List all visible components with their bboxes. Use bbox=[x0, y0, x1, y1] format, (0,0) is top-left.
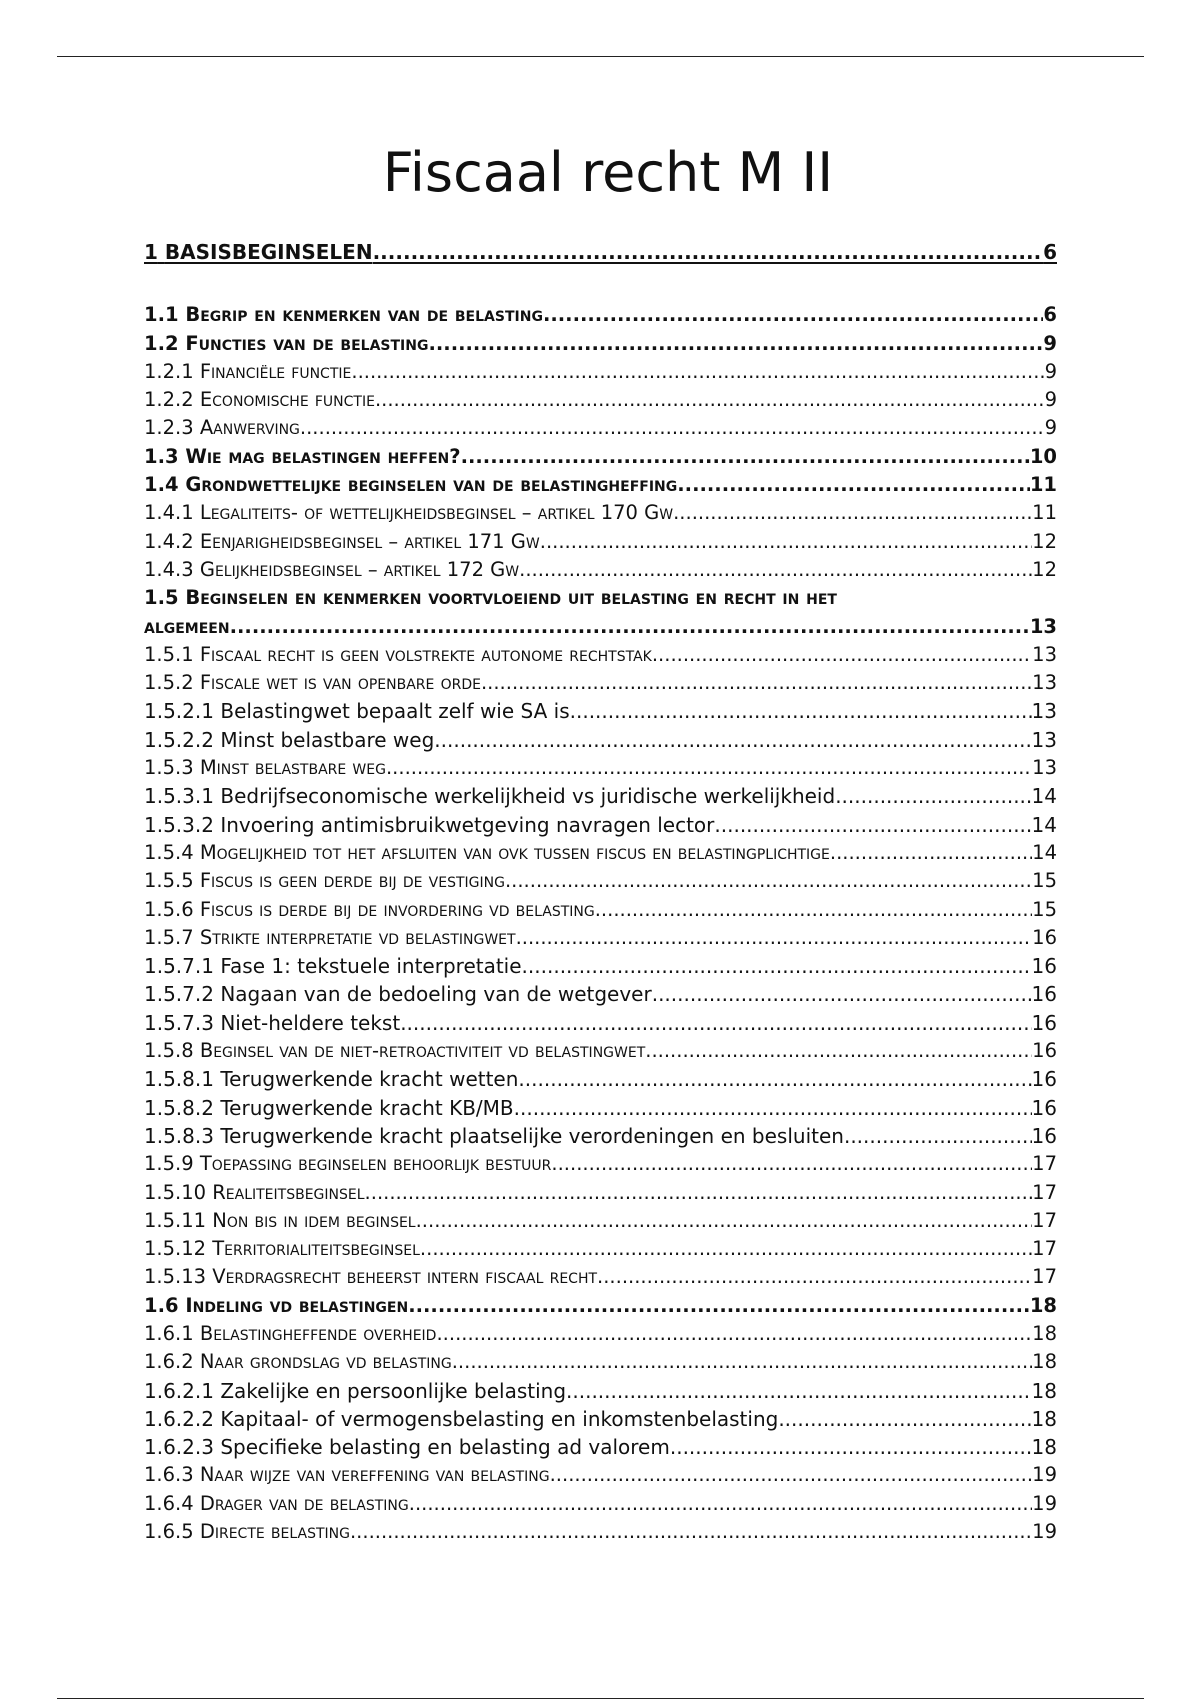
toc-text: Naar grondslag vd belasting bbox=[199, 1350, 452, 1374]
toc-leader bbox=[714, 813, 1031, 837]
toc-leader bbox=[595, 898, 1032, 921]
toc-leader bbox=[652, 643, 1032, 666]
toc-text: Belastingheffende overheid bbox=[199, 1321, 437, 1345]
toc-text: Strikte interpretatie vd belastingwet bbox=[199, 925, 516, 949]
toc-number: 1.4.3 bbox=[144, 557, 194, 581]
toc-page: 16 bbox=[1031, 1010, 1057, 1035]
toc-leader bbox=[514, 1096, 1032, 1120]
toc-page: 14 bbox=[1031, 784, 1057, 809]
toc-entry[interactable] bbox=[144, 841, 1057, 869]
toc-number: 1.5.6 bbox=[144, 897, 194, 921]
toc-number: 1.5.8 bbox=[144, 1039, 194, 1063]
toc-page: 17 bbox=[1032, 1265, 1057, 1289]
toc-entry[interactable] bbox=[144, 530, 1057, 558]
toc-number: 1.2 bbox=[144, 331, 179, 355]
toc-spacer bbox=[144, 268, 1057, 303]
toc-number: 1.5.2 bbox=[144, 671, 194, 695]
toc-text: Wie mag belastingen heffen? bbox=[185, 444, 461, 468]
toc-entry[interactable] bbox=[144, 473, 1057, 501]
toc-entry[interactable] bbox=[144, 1492, 1057, 1520]
toc-entry[interactable] bbox=[144, 643, 1057, 671]
toc-page: 9 bbox=[1044, 416, 1057, 440]
toc-entry[interactable] bbox=[144, 1350, 1057, 1378]
toc-number: 1 bbox=[144, 240, 158, 264]
toc-text: Realiteitsbeginsel bbox=[212, 1180, 365, 1204]
toc-leader bbox=[408, 1294, 1030, 1317]
toc-entry-continuation[interactable] bbox=[144, 615, 1057, 643]
toc-text: Non bis in idem beginsel bbox=[212, 1208, 416, 1232]
toc-text: Begrip en kenmerken van de belasting bbox=[185, 303, 543, 327]
toc-page: 13 bbox=[1032, 642, 1057, 666]
toc-number: 1.5.9 bbox=[144, 1152, 194, 1176]
toc-leader bbox=[428, 332, 1043, 355]
toc-leader bbox=[830, 841, 1032, 864]
toc-entry[interactable] bbox=[144, 926, 1057, 954]
toc-number: 1.5.7.3 bbox=[144, 1010, 214, 1035]
toc-text: Legaliteits- of wettelijkheidsbeginsel – artikel 170 Gw bbox=[199, 501, 674, 525]
toc-number: 1.6.1 bbox=[144, 1321, 194, 1345]
toc-entry[interactable] bbox=[144, 1209, 1057, 1237]
toc-entry[interactable] bbox=[144, 1237, 1057, 1265]
toc-text: Niet-heldere tekst bbox=[220, 1010, 401, 1035]
toc-number: 1.6.2.1 bbox=[144, 1378, 214, 1403]
toc-entry[interactable] bbox=[144, 586, 1057, 614]
toc-number: 1.5.13 bbox=[144, 1265, 207, 1289]
toc-page: 19 bbox=[1032, 1520, 1057, 1544]
toc-text: Fiscale wet is van openbare orde bbox=[199, 671, 481, 695]
toc-page: 13 bbox=[1029, 614, 1057, 638]
toc-leader bbox=[570, 699, 1032, 723]
toc-page: 6 bbox=[1043, 303, 1057, 327]
toc-text: Invoering antimisbruikwetgeving navragen lector bbox=[220, 812, 715, 837]
toc-page: 11 bbox=[1032, 501, 1057, 525]
toc-page: 12 bbox=[1032, 557, 1057, 581]
toc-text: Directe belasting bbox=[199, 1520, 350, 1544]
toc-number: 1.6.5 bbox=[144, 1520, 194, 1544]
toc-entry[interactable] bbox=[144, 728, 1057, 756]
toc-text: Specifieke belasting en belasting ad valorem bbox=[220, 1435, 670, 1460]
toc-entry[interactable] bbox=[144, 813, 1057, 841]
toc-entry[interactable] bbox=[144, 1181, 1057, 1209]
toc-entry[interactable] bbox=[144, 332, 1057, 360]
toc-number: 1.5.7 bbox=[144, 925, 194, 949]
toc-number: 1.5.1 bbox=[144, 642, 194, 666]
toc-text: Eenjarigheidsbeginsel – artikel 171 Gw bbox=[199, 529, 540, 553]
toc-leader bbox=[518, 1067, 1031, 1091]
toc-text: Minst belastbare weg bbox=[199, 756, 386, 780]
toc-entry-chapter[interactable] bbox=[144, 240, 1057, 268]
toc-text: Fiscaal recht is geen volstrekte autonome rechtstak bbox=[199, 642, 652, 666]
toc-entry[interactable] bbox=[144, 756, 1057, 784]
toc-leader bbox=[436, 1322, 1032, 1345]
toc-leader bbox=[461, 445, 1030, 468]
toc-entry[interactable] bbox=[144, 416, 1057, 444]
toc-text: Drager van de belasting bbox=[199, 1491, 409, 1515]
toc-page: 6 bbox=[1043, 240, 1057, 264]
toc-text: Grondwettelijke beginselen van de belastingheffing bbox=[185, 473, 678, 497]
toc-leader bbox=[400, 1011, 1031, 1035]
toc-number: 1.6.4 bbox=[144, 1491, 194, 1515]
toc-text: Gelijkheidsbeginsel – artikel 172 Gw bbox=[199, 557, 520, 581]
document-title: Fiscaal recht M II bbox=[382, 141, 834, 204]
toc-page: 13 bbox=[1032, 671, 1057, 695]
toc-leader bbox=[505, 869, 1032, 892]
toc-page: 17 bbox=[1032, 1152, 1057, 1176]
toc-leader bbox=[373, 240, 1044, 264]
toc-page: 16 bbox=[1031, 954, 1057, 979]
toc-entry[interactable] bbox=[144, 1096, 1057, 1124]
toc-text: Bedrijfseconomische werkelijkheid vs juridische werkelijkheid bbox=[220, 784, 836, 809]
toc-number: 1.6.2.3 bbox=[144, 1435, 214, 1460]
toc-text: Belastingwet bepaalt zelf wie SA is bbox=[220, 699, 570, 724]
toc-entry[interactable] bbox=[144, 501, 1057, 529]
toc-entry[interactable] bbox=[144, 1407, 1057, 1435]
toc-number: 1.6.3 bbox=[144, 1463, 194, 1487]
toc-text: Functies van de belasting bbox=[185, 331, 429, 355]
toc-page: 18 bbox=[1031, 1378, 1057, 1403]
toc-number: 1.5.3.2 bbox=[144, 812, 214, 837]
toc-leader bbox=[365, 1181, 1033, 1204]
toc-leader bbox=[230, 615, 1030, 638]
toc-leader bbox=[522, 954, 1032, 978]
toc-leader bbox=[481, 671, 1032, 694]
toc-number: 1.5.3 bbox=[144, 756, 194, 780]
toc-entry[interactable] bbox=[144, 1265, 1057, 1293]
toc-leader bbox=[551, 1152, 1032, 1175]
toc-leader bbox=[452, 1350, 1032, 1373]
toc-entry[interactable] bbox=[144, 784, 1057, 812]
toc-entry[interactable] bbox=[144, 1520, 1057, 1548]
toc-number: 1.5.8.1 bbox=[144, 1067, 214, 1092]
toc-entry[interactable] bbox=[144, 898, 1057, 926]
toc-leader bbox=[434, 728, 1031, 752]
toc-text: Terugwerkende kracht wetten bbox=[220, 1067, 519, 1092]
toc-number: 1.5.7.1 bbox=[144, 954, 214, 979]
toc-leader bbox=[519, 558, 1032, 581]
toc-leader bbox=[670, 1435, 1032, 1459]
toc-leader bbox=[543, 303, 1043, 326]
toc-text: Zakelijke en persoonlijke belasting bbox=[220, 1378, 567, 1403]
toc-text: Verdragsrecht beheerst intern fiscaal recht bbox=[212, 1265, 598, 1289]
toc-leader bbox=[566, 1379, 1032, 1403]
toc-number: 1.5.12 bbox=[144, 1237, 207, 1261]
toc-leader bbox=[386, 756, 1032, 779]
toc-page: 13 bbox=[1032, 756, 1057, 780]
toc-page: 18 bbox=[1032, 1321, 1057, 1345]
toc-leader bbox=[844, 1124, 1032, 1148]
toc-entries bbox=[144, 303, 1057, 1548]
toc-entry[interactable] bbox=[144, 699, 1057, 727]
toc-number: 1.5.8.2 bbox=[144, 1095, 214, 1120]
toc-page: 12 bbox=[1032, 529, 1057, 553]
toc-leader bbox=[645, 1039, 1032, 1062]
toc-page: 16 bbox=[1031, 1067, 1057, 1092]
toc-text: Toepassing beginselen behoorlijk bestuur bbox=[199, 1152, 552, 1176]
toc-number: 1.4.1 bbox=[144, 501, 194, 525]
toc-number: 1.5.11 bbox=[144, 1208, 207, 1232]
toc-number: 1.6.2.2 bbox=[144, 1406, 214, 1431]
toc-text: Kapitaal- of vermogensbelasting en inkomstenbelasting bbox=[220, 1406, 779, 1431]
toc-page: 11 bbox=[1029, 473, 1057, 497]
toc-leader bbox=[420, 1237, 1032, 1260]
toc-page: 16 bbox=[1031, 982, 1057, 1007]
toc-page: 16 bbox=[1031, 1095, 1057, 1120]
toc-entry[interactable] bbox=[144, 869, 1057, 897]
toc-text: Minst belastbare weg bbox=[220, 727, 435, 752]
toc-entry[interactable] bbox=[144, 1011, 1057, 1039]
toc-entry[interactable] bbox=[144, 954, 1057, 982]
toc-page: 14 bbox=[1032, 840, 1057, 864]
toc-page: 14 bbox=[1031, 812, 1057, 837]
toc-page: 18 bbox=[1032, 1350, 1057, 1374]
toc-text: Indeling vd belastingen bbox=[185, 1293, 409, 1317]
toc-page: 17 bbox=[1032, 1237, 1057, 1261]
toc-page: 16 bbox=[1032, 1039, 1057, 1063]
toc-page: 15 bbox=[1032, 869, 1057, 893]
toc-page: 19 bbox=[1032, 1463, 1057, 1487]
toc-leader bbox=[835, 784, 1031, 808]
toc-entry[interactable] bbox=[144, 303, 1057, 331]
toc-leader bbox=[597, 1265, 1032, 1288]
toc-entry[interactable] bbox=[144, 388, 1057, 416]
toc-text: Terugwerkende kracht KB/MB bbox=[220, 1095, 514, 1120]
toc-text: Fiscus is geen derde bij de vestiging bbox=[199, 869, 505, 893]
toc-text: Economische functie bbox=[199, 388, 375, 412]
toc-entry[interactable] bbox=[144, 558, 1057, 586]
toc-page: 18 bbox=[1029, 1293, 1057, 1317]
toc-entry[interactable] bbox=[144, 1039, 1057, 1067]
toc-text-continued: algemeen bbox=[144, 614, 230, 638]
toc-number: 1.1 bbox=[144, 303, 179, 327]
toc-text: Aanwerving bbox=[199, 416, 300, 440]
toc-entry[interactable] bbox=[144, 1124, 1057, 1152]
toc-page: 13 bbox=[1031, 699, 1057, 724]
toc-number: 1.5.7.2 bbox=[144, 982, 214, 1007]
toc-text: Nagaan van de bedoeling van de wetgever bbox=[220, 982, 652, 1007]
toc-leader bbox=[677, 473, 1030, 496]
toc-number: 1.5.8.3 bbox=[144, 1123, 214, 1148]
toc-text: Fiscus is derde bij de invordering vd belasting bbox=[199, 897, 595, 921]
toc-text: Beginselen en kenmerken voortvloeiend uit belasting en recht in het bbox=[185, 586, 837, 610]
toc-leader bbox=[540, 530, 1032, 553]
toc-page: 19 bbox=[1032, 1491, 1057, 1515]
toc-text: Financiële functie bbox=[199, 359, 352, 383]
toc-leader bbox=[550, 1463, 1033, 1486]
toc-leader bbox=[778, 1407, 1031, 1431]
toc-leader bbox=[516, 926, 1033, 949]
toc-number: 1.5 bbox=[144, 586, 179, 610]
toc-page: 17 bbox=[1032, 1208, 1057, 1232]
toc-page: 16 bbox=[1032, 925, 1057, 949]
toc-number: 1.5.3.1 bbox=[144, 784, 214, 809]
toc-leader bbox=[351, 360, 1044, 383]
toc-leader bbox=[409, 1492, 1032, 1515]
toc-number: 1.5.2.2 bbox=[144, 727, 214, 752]
toc-number: 1.4.2 bbox=[144, 529, 194, 553]
footer-rule bbox=[57, 1698, 1144, 1699]
toc-text: BASISBEGINSELEN bbox=[164, 240, 373, 264]
toc-number: 1.5.5 bbox=[144, 869, 194, 893]
toc-page: 13 bbox=[1031, 727, 1057, 752]
toc-entry[interactable] bbox=[144, 1463, 1057, 1491]
toc-leader bbox=[652, 982, 1032, 1006]
toc-number: 1.6.2 bbox=[144, 1350, 194, 1374]
toc-text: Beginsel van de niet-retroactiviteit vd belastingwet bbox=[199, 1039, 646, 1063]
toc-number: 1.2.1 bbox=[144, 359, 194, 383]
toc-page: 9 bbox=[1044, 388, 1057, 412]
toc-entry[interactable] bbox=[144, 1294, 1057, 1322]
toc-entry[interactable] bbox=[144, 445, 1057, 473]
toc-page: 18 bbox=[1031, 1406, 1057, 1431]
toc-leader bbox=[375, 388, 1045, 411]
toc-page: 10 bbox=[1029, 444, 1057, 468]
toc-entry[interactable] bbox=[144, 1067, 1057, 1095]
toc-entry[interactable] bbox=[144, 671, 1057, 699]
toc-number: 1.2.2 bbox=[144, 388, 194, 412]
toc-leader bbox=[300, 416, 1045, 439]
toc-number: 1.5.2.1 bbox=[144, 699, 214, 724]
toc-page: 16 bbox=[1031, 1123, 1057, 1148]
toc-text: Naar wijze van vereffening van belasting bbox=[199, 1463, 550, 1487]
toc-entry[interactable] bbox=[144, 982, 1057, 1010]
toc-text: Fase 1: tekstuele interpretatie bbox=[220, 954, 522, 979]
toc-number: 1.3 bbox=[144, 444, 179, 468]
toc-number: 1.5.10 bbox=[144, 1180, 207, 1204]
toc-text: Territorialiteitsbeginsel bbox=[212, 1237, 420, 1261]
toc-number: 1.2.3 bbox=[144, 416, 194, 440]
toc-page: 9 bbox=[1044, 359, 1057, 383]
toc-page: 17 bbox=[1032, 1180, 1057, 1204]
toc-leader bbox=[673, 501, 1032, 524]
toc-number: 1.6 bbox=[144, 1293, 179, 1317]
toc-text: Terugwerkende kracht plaatselijke verordeningen en besluiten bbox=[220, 1123, 844, 1148]
toc-leader bbox=[350, 1520, 1032, 1543]
toc-entry[interactable] bbox=[144, 1152, 1057, 1180]
toc-text: Mogelijkheid tot het afsluiten van ovk tussen fiscus en belastingplichtige bbox=[199, 840, 830, 864]
toc-page: 18 bbox=[1031, 1435, 1057, 1460]
toc-leader bbox=[416, 1209, 1033, 1232]
toc-number: 1.5.4 bbox=[144, 840, 194, 864]
toc-page: 9 bbox=[1043, 331, 1057, 355]
toc-entry[interactable] bbox=[144, 1379, 1057, 1407]
toc-entry[interactable] bbox=[144, 1435, 1057, 1463]
toc-number: 1.4 bbox=[144, 473, 179, 497]
table-of-contents bbox=[144, 240, 1057, 1548]
toc-entry[interactable] bbox=[144, 1322, 1057, 1350]
header-rule bbox=[57, 56, 1144, 57]
toc-entry[interactable] bbox=[144, 360, 1057, 388]
toc-page: 15 bbox=[1032, 897, 1057, 921]
